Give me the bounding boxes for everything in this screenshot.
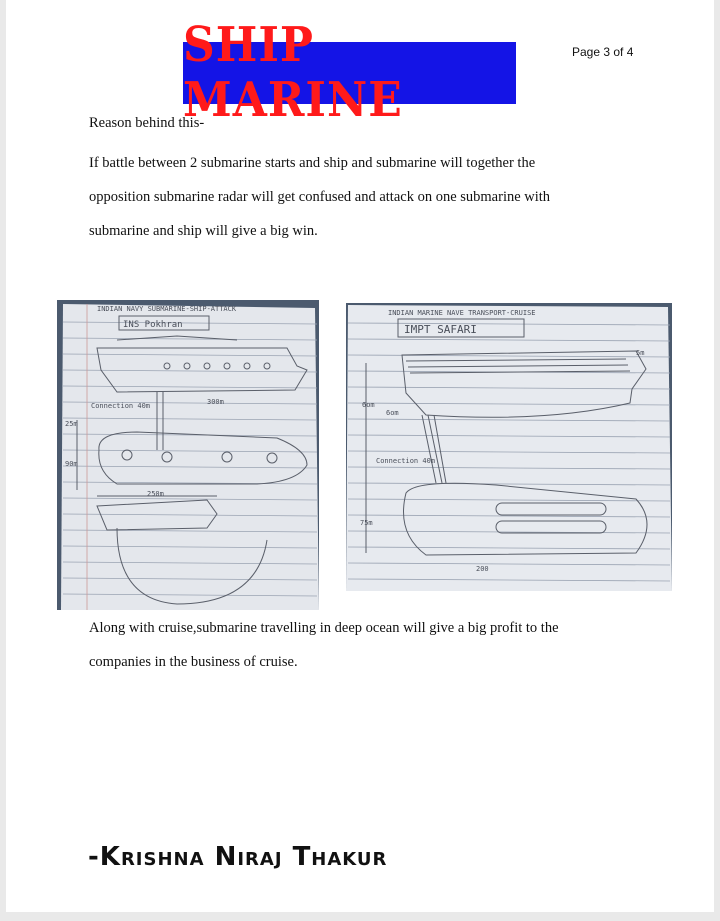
document-title: SHIP MARINE (183, 17, 403, 129)
title-banner (183, 17, 516, 129)
sketch-photo-left (57, 300, 319, 610)
left-sketch-ship-name: INS Pokhran (123, 320, 183, 330)
closing-line-2: companies in the business of cruise. (89, 654, 298, 670)
right-sketch-title: INDIAN MARINE NAVE TRANSPORT-CRUISE (388, 309, 536, 317)
left-label-connection: Connection 40m (91, 402, 151, 410)
body-line-1: If battle between 2 submarine starts and ship and submarine will together the (89, 155, 536, 171)
body-line-3: submarine and ship will give a big win. (89, 223, 318, 239)
right-sketch-ship-name: IMPT SAFARI (404, 323, 477, 336)
right-label-connection: Connection 40m (376, 457, 436, 465)
right-label-200: 200 (476, 565, 489, 573)
author-signature: -Krishna Niraj Thakur (88, 842, 388, 872)
sketch-photo-right (346, 303, 672, 591)
section-heading: Reason behind this- (89, 115, 205, 131)
right-label-5m: 5m (636, 349, 645, 357)
page-number: Page 3 of 4 (572, 45, 634, 59)
document-page (6, 0, 714, 912)
left-label-25m: 25m (65, 420, 78, 428)
left-label-250m: 250m (147, 490, 164, 498)
left-label-300m: 300m (207, 398, 224, 406)
right-label-75m: 75m (360, 519, 373, 527)
body-line-2: opposition submarine radar will get confused and attack on one submarine with (89, 189, 551, 205)
left-label-90m: 90m (65, 460, 78, 468)
left-sketch-title: INDIAN NAVY SUBMARINE-SHIP-ATTACK (97, 305, 237, 313)
closing-line-1: Along with cruise,submarine travelling in deep ocean will give a big profit to the (89, 620, 559, 636)
right-label-6om-a: 6om (362, 401, 375, 409)
right-label-6om-b: 6om (386, 409, 399, 417)
